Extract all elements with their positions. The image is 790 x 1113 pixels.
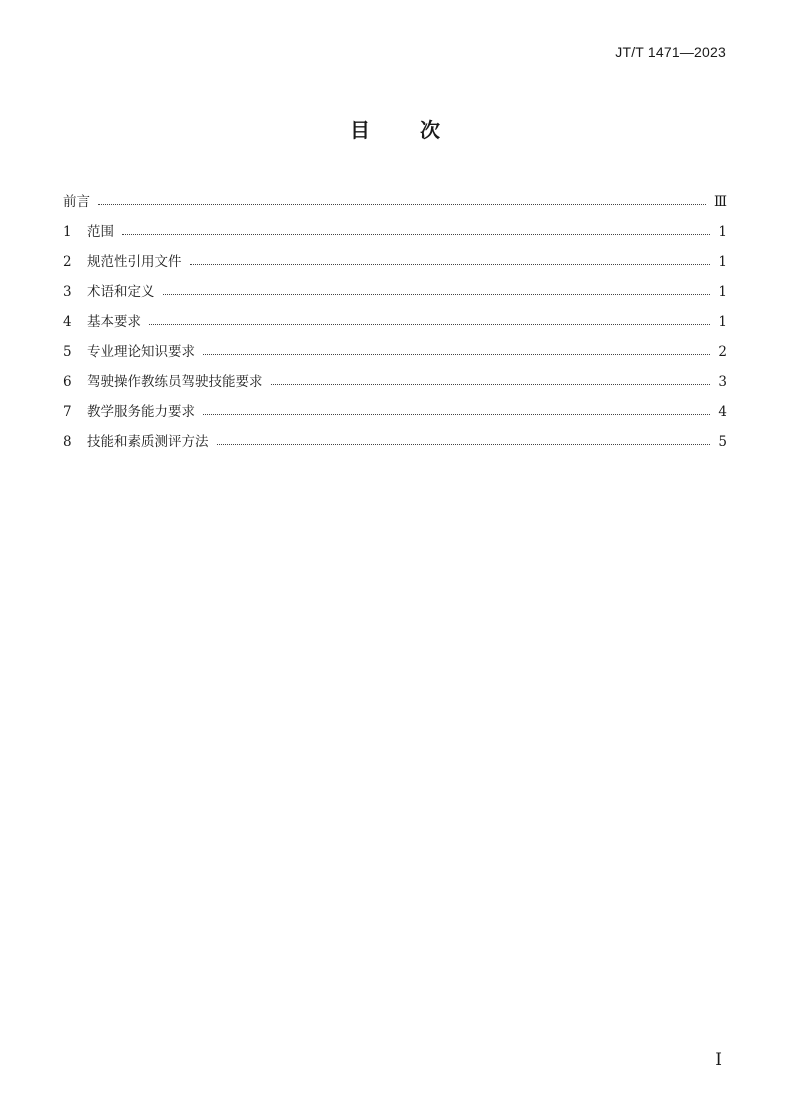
toc-entry-label[interactable]: 技能和素质测评方法 bbox=[87, 434, 209, 450]
toc-entry-page: 1 bbox=[718, 224, 727, 240]
toc-entry-number: 8 bbox=[63, 434, 72, 450]
toc-entry-8[interactable] bbox=[63, 420, 727, 450]
toc-entry-7[interactable] bbox=[63, 390, 727, 420]
toc-entry-6[interactable] bbox=[63, 360, 727, 390]
toc-leader-dots bbox=[163, 293, 711, 295]
toc-entry-number: 2 bbox=[63, 254, 72, 270]
page-folio: I bbox=[715, 1050, 722, 1070]
toc-entry-1[interactable] bbox=[63, 210, 727, 240]
toc-entry-label[interactable]: 规范性引用文件 bbox=[87, 254, 182, 270]
toc-entry-label[interactable]: 专业理论知识要求 bbox=[87, 344, 195, 360]
toc-entry-page: 2 bbox=[718, 344, 727, 360]
toc-entry-number: 6 bbox=[63, 374, 72, 390]
toc-leader-dots bbox=[271, 383, 711, 385]
toc-leader-dots bbox=[190, 263, 711, 265]
standard-code: JT/T 1471—2023 bbox=[615, 44, 726, 60]
toc-entry-number: 7 bbox=[63, 404, 72, 420]
toc-entry-foreword[interactable] bbox=[63, 180, 727, 210]
toc-leader-dots bbox=[203, 413, 710, 415]
toc-entry-3[interactable] bbox=[63, 270, 727, 300]
toc-entry-page: 5 bbox=[718, 434, 727, 450]
toc-entry-page: 1 bbox=[718, 284, 727, 300]
toc-leader-dots bbox=[122, 233, 710, 235]
toc-entry-label[interactable]: 驾驶操作教练员驾驶技能要求 bbox=[87, 374, 263, 390]
toc-entry-page: Ⅲ bbox=[713, 194, 727, 210]
toc-entry-number: 5 bbox=[63, 344, 72, 360]
toc-leader-dots bbox=[98, 203, 706, 205]
toc-title bbox=[0, 114, 790, 143]
toc-entry-page: 4 bbox=[718, 404, 727, 420]
toc-entry-page: 3 bbox=[718, 374, 727, 390]
toc-entry-label[interactable]: 教学服务能力要求 bbox=[87, 404, 195, 420]
toc-title-part2: 次 bbox=[420, 118, 440, 142]
toc-entry-number: 3 bbox=[63, 284, 72, 300]
toc-entry-label[interactable]: 范围 bbox=[87, 224, 114, 240]
toc-entry-page: 1 bbox=[718, 314, 727, 330]
toc-list bbox=[63, 180, 727, 450]
toc-entry-5[interactable] bbox=[63, 330, 727, 360]
toc-leader-dots bbox=[149, 323, 710, 325]
toc-entry-4[interactable] bbox=[63, 300, 727, 330]
toc-leader-dots bbox=[203, 353, 710, 355]
toc-entry-label[interactable]: 术语和定义 bbox=[87, 284, 155, 300]
toc-leader-dots bbox=[217, 443, 711, 445]
toc-entry-label[interactable]: 前言 bbox=[63, 194, 90, 210]
toc-entry-2[interactable] bbox=[63, 240, 727, 270]
toc-entry-number: 4 bbox=[63, 314, 72, 330]
toc-entry-page: 1 bbox=[718, 254, 727, 270]
toc-title-part1: 目 bbox=[350, 118, 370, 142]
toc-entry-label[interactable]: 基本要求 bbox=[87, 314, 141, 330]
toc-entry-number: 1 bbox=[63, 224, 72, 240]
